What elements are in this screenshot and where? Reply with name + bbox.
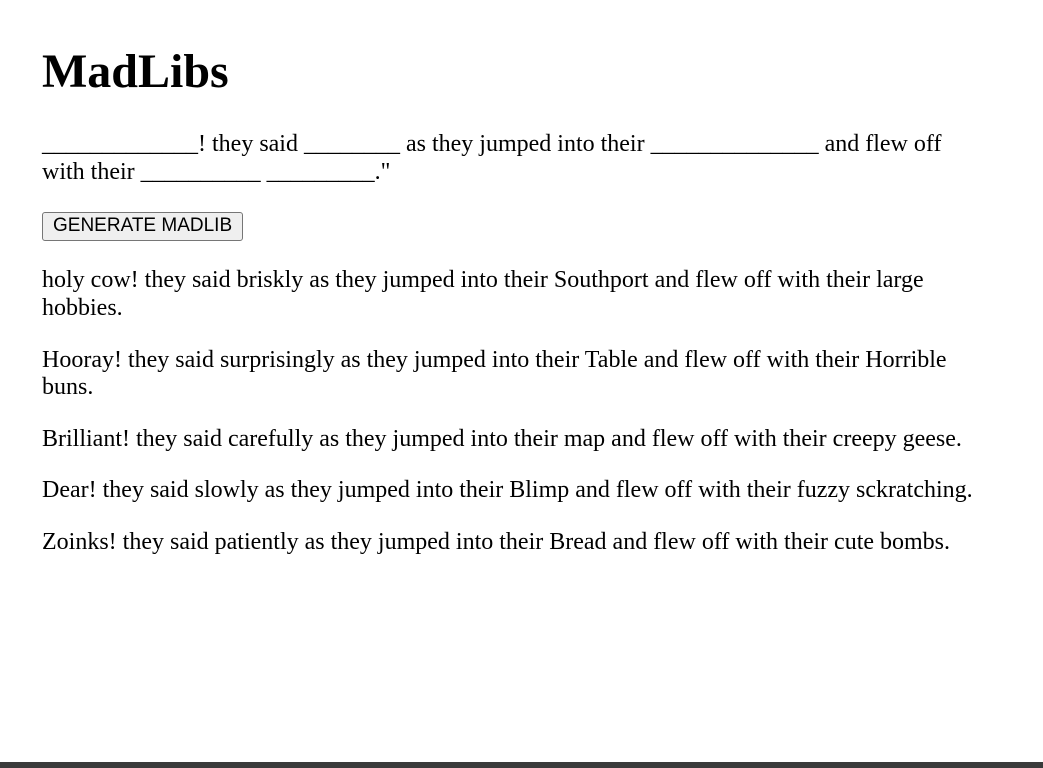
bottom-edge-bar: [0, 762, 1043, 768]
madlib-result-5: Zoinks! they said patiently as they jumped into their Bread and flew off with their cute bombs.: [42, 528, 951, 555]
page-title: MadLibs: [42, 45, 229, 98]
generate-madlib-button[interactable]: GENERATE MADLIB: [42, 212, 243, 241]
madlib-template-text: _____________! they said ________ as they jumped into their ______________ and flew off with their __________ _________.": [42, 131, 942, 185]
madlib-result-1: holy cow! they said briskly as they jumped into their Southport and flew off with their large hobbies.: [42, 267, 924, 321]
madlib-result-3: Brilliant! they said carefully as they jumped into their map and flew off with their creepy geese.: [42, 425, 962, 452]
madlib-result-4: Dear! they said slowly as they jumped into their Blimp and flew off with their fuzzy sckratching.: [42, 477, 973, 504]
madlib-result-2: Hooray! they said surprisingly as they jumped into their Table and flew off with their Horrible buns.: [42, 346, 947, 401]
